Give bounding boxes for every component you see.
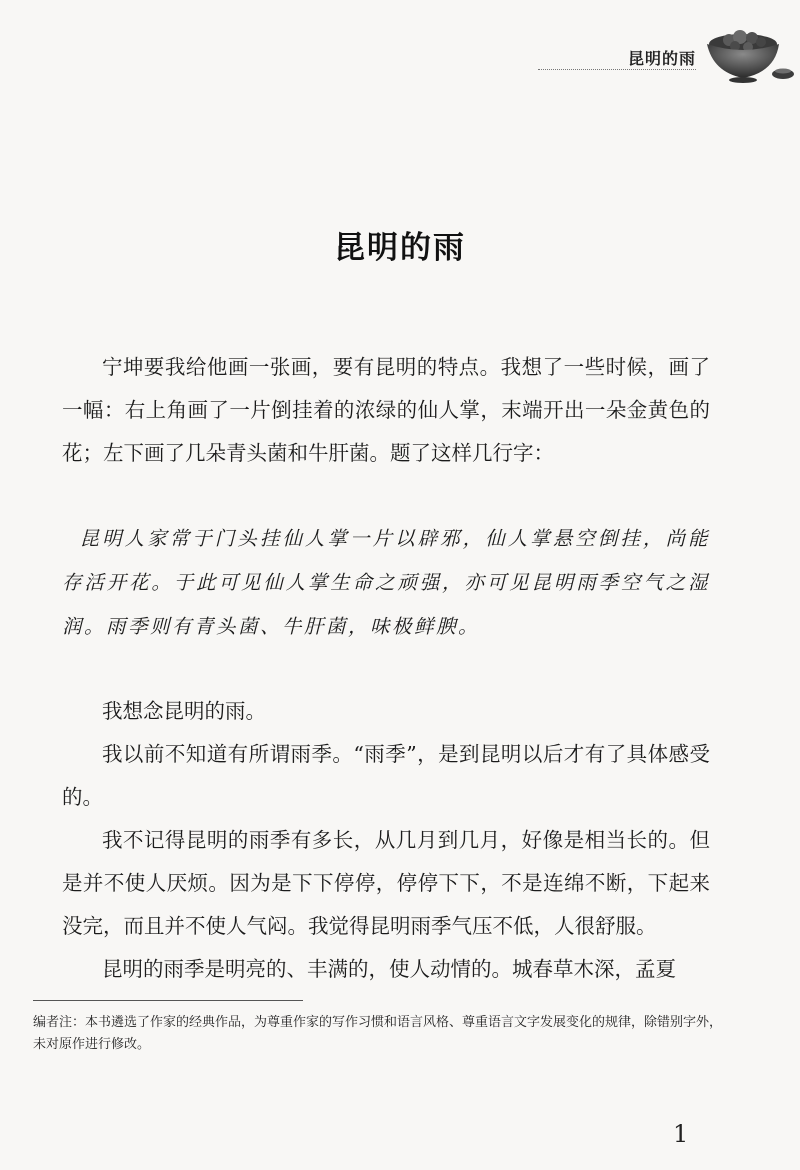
header-rule [538, 69, 696, 70]
paragraph-1: 宁坤要我给他画一张画，要有昆明的特点。我想了一些时候，画了一幅：右上角画了一片倒挂着的浓绿的仙人掌，末端开出一朵金黄色的花；左下画了几朵青头菌和牛肝菌。题了这样几行字： [62, 355, 710, 465]
page-title: 昆明的雨 [334, 230, 466, 266]
paragraph-5: 昆明的雨季是明亮的、丰满的，使人动情的。城春草木深，孟夏 [101, 957, 676, 981]
running-head: 昆明的雨 [628, 49, 697, 68]
bowl-of-dumplings-icon [697, 20, 800, 90]
page-number: 1 [673, 1120, 689, 1148]
quote-paragraph: 昆明人家常于门头挂仙人掌一片以辟邪，仙人掌悬空倒挂，尚能存活开花。于此可见仙人掌生命之顽强，亦可见昆明雨季空气之湿润。雨季则有青头菌、牛肝菌，味极鲜腴。 [62, 527, 710, 638]
footnote: 编者注：本书遴选了作家的经典作品，为尊重作家的写作习惯和语言风格、尊重语言文字发展变化的规律，除错别字外，未对原作进行修改。 [33, 1015, 723, 1052]
paragraph-3: 我以前不知道有所谓雨季。“雨季”，是到昆明以后才有了具体感受的。 [62, 742, 710, 809]
paragraph-4: 我不记得昆明的雨季有多长，从几月到几月，好像是相当长的。但是并不使人厌烦。因为是下下停停，停停下下，不是连绵不断，下起来没完，而且并不使人气闷。我觉得昆明雨季气压不低，人很舒服。 [62, 828, 710, 938]
footnote-rule [33, 1000, 303, 1001]
paragraph-2: 我想念昆明的雨。 [101, 699, 266, 723]
